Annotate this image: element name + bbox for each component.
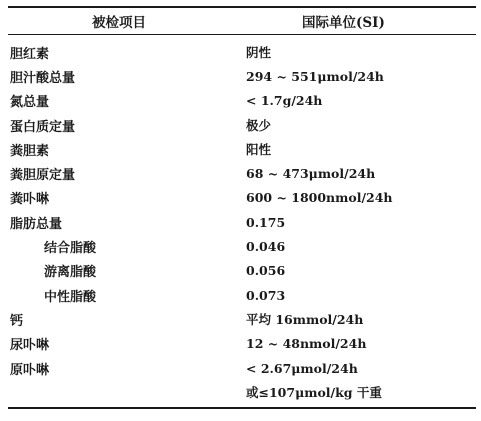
row-item-value: 68 ~ 473μmol/24h — [246, 166, 376, 182]
table-row — [8, 210, 476, 234]
row-item-name: 粪卟啉 — [10, 192, 50, 208]
table-row — [8, 89, 476, 113]
header-value: 国际单位(SI) — [302, 15, 385, 31]
row-item-name: 结合脂酸 — [44, 241, 97, 257]
row-item-value: 0.073 — [246, 287, 286, 303]
row-item-name: 游离脂酸 — [44, 265, 97, 281]
table-row — [8, 137, 476, 161]
row-item-name: 胆红素 — [10, 46, 50, 62]
row-item-value: < 1.7g/24h — [246, 93, 323, 109]
row-item-value: 12 ~ 48nmol/24h — [246, 336, 367, 352]
row-item-name: 胆汁酸总量 — [10, 70, 76, 86]
row-item-value: 阴性 — [246, 45, 272, 61]
row-item-value: 294 ~ 551μmol/24h — [246, 68, 384, 84]
row-item-name: 粪胆原定量 — [10, 168, 76, 184]
table-row — [8, 40, 476, 64]
row-item-value: 阳性 — [246, 142, 272, 158]
row-item-name: 氮总量 — [10, 95, 50, 111]
row-item-value: 600 ~ 1800nmol/24h — [246, 190, 393, 206]
row-item-name: 粪胆素 — [10, 143, 50, 159]
row-item-name: 原卟啉 — [10, 362, 50, 378]
bottom-rule — [8, 407, 476, 409]
row-item-value: 0.046 — [246, 239, 286, 255]
header-item: 被检项目 — [92, 15, 146, 31]
table-row — [8, 283, 476, 307]
table-row — [8, 332, 476, 356]
row-item-value: 极少 — [246, 118, 272, 134]
table-row — [8, 113, 476, 137]
table-row — [8, 64, 476, 88]
row-item-name: 蛋白质定量 — [10, 119, 76, 135]
reference-table — [8, 6, 476, 409]
table-row — [8, 186, 476, 210]
row-item-name: 中性脂酸 — [44, 289, 97, 305]
table-row — [8, 380, 476, 404]
table-row — [8, 307, 476, 331]
table-row — [8, 161, 476, 185]
row-item-name: 尿卟啉 — [10, 338, 50, 354]
row-item-value: 0.056 — [246, 263, 286, 279]
table-row — [8, 356, 476, 380]
row-item-name: 钙 — [10, 313, 24, 329]
table-row — [8, 234, 476, 258]
table-body — [8, 35, 476, 407]
table-row — [8, 259, 476, 283]
row-item-value: < 2.67μmol/24h — [246, 360, 358, 376]
row-item-name: 脂肪总量 — [10, 216, 63, 232]
row-item-value: 或≤107μmol/kg 干重 — [246, 385, 382, 401]
row-item-value: 0.175 — [246, 214, 286, 230]
row-item-value: 平均 16mmol/24h — [246, 312, 364, 328]
table-header — [8, 8, 476, 34]
